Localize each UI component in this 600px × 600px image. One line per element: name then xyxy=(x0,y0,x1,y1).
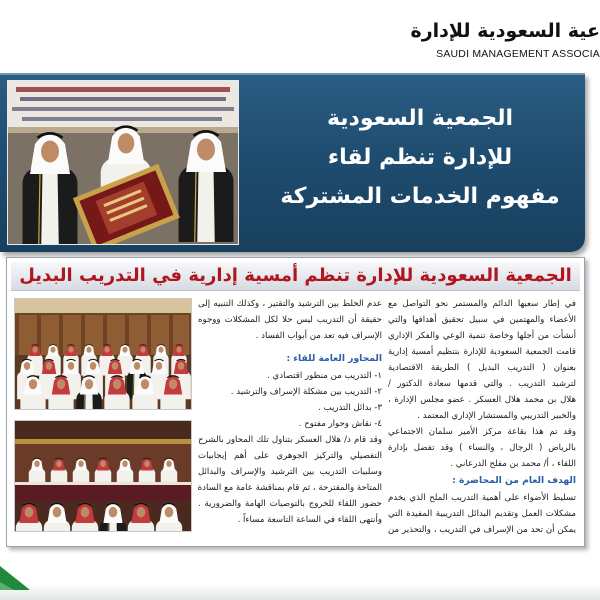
article-text-line: وقد قام د/ هلال العسكر بتناول تلك المحاور بالشرح xyxy=(198,435,382,445)
article-box xyxy=(6,257,585,547)
article-text-line: يمكن أن تحد من الإسراف في التدريب ، والتحذير من xyxy=(388,525,576,535)
green-logo-mark xyxy=(0,560,40,600)
banner-headline-line-2: للإدارة تنظم لقاء xyxy=(327,145,513,170)
event-backdrop-sign xyxy=(8,81,238,133)
article-text-line: هلال بن محمد هلال العسكر . عضو مجلس الإدارة ، xyxy=(388,395,576,405)
article-text-line: في إطار سعيها الدائم والمستمر نحو التواصل مع xyxy=(388,299,576,309)
article-text-line: الأعضاء والمهتمين في سبيل تحقيق أهدافها والتي xyxy=(388,315,576,325)
plaque-presentation-photo xyxy=(8,81,238,244)
article-right-column xyxy=(388,296,576,538)
article-text-line: التفصيلي والتركيز الجوهري على أهم إيجابيات xyxy=(198,451,382,461)
article-text-line: أنشأت من أجلها وخاصة تنمية الوعي والفكر الإداري xyxy=(388,331,576,341)
article-text-line: بعنوان ( التدريب البديل ) الطريقة الاقتصادية xyxy=(388,363,576,373)
article-text-line: مشكلات العمل وتقديم البدائل التدريبية المفيدة التي xyxy=(388,509,576,519)
article-text-line: بالرياض ( الرجال ، والنساء ) وقد تفضل بإدارة xyxy=(388,443,576,453)
article-text-line: ٢- التدريب بين مشكلة الإسراف والترشيد . xyxy=(230,387,382,397)
article-text-line: وقد تم هذا بقاعة مركز الأمير سلمان الاجتماعي xyxy=(388,427,576,437)
article-text-line: لترشيد التدريب . والتي قدمها سعادة الدكتور / xyxy=(388,379,576,389)
article-middle-column xyxy=(198,296,382,528)
audience-image xyxy=(15,299,191,409)
banner-headline-line-1: الجمعية السعودية xyxy=(326,106,514,131)
article-text-line: الإسراف فيه تعد من أبواب الفساد . xyxy=(255,331,382,341)
article-title: الجمعية السعودية للإدارة تنظم أمسية إدارية في التدريب البديل xyxy=(11,262,580,291)
association-name-english: SAUDI MANAGEMENT ASSOCIA xyxy=(436,48,600,60)
article-text-line: ٣- بدائل التدريب . xyxy=(318,403,382,413)
banner-headline-line-3: مفهوم الخدمات المشتركة xyxy=(280,184,560,209)
panel-session-image xyxy=(15,421,191,531)
article-text-line: وسلبيات التدريب بين الترشيد والإسراف والبدائل xyxy=(198,467,382,477)
section-heading: المحاور العامة للقاء : xyxy=(286,353,382,364)
plaque-presentation-image xyxy=(8,81,238,244)
article-text-line: ٤- نقاش وحوار مفتوح . xyxy=(298,419,382,429)
article-text-line: ١- التدريب من منظور اقتصادي . xyxy=(267,371,382,381)
article-text-line: والخبير التدريبي والمستشار الإداري المعتمد . xyxy=(417,411,576,421)
article-text-line: المتاحة والمقترحة ، ثم قام بمناقشة عامة مع السادة xyxy=(198,483,382,493)
panel-table xyxy=(15,482,191,501)
footer-band xyxy=(0,584,600,600)
association-name-arabic: عية السعودية للإدارة xyxy=(410,20,600,42)
audience-photo xyxy=(15,299,191,409)
panel-session-photo xyxy=(15,421,191,531)
section-heading: الهدف العام من المحاضرة : xyxy=(452,475,576,486)
feature-banner xyxy=(0,73,585,252)
banner-headline xyxy=(280,99,560,216)
article-text-line: قامت الجمعية السعودية للإدارة بتنظيم أمسية إدارية xyxy=(388,347,576,357)
article-text-line: حضور اللقاء للخروج بالتوصيات الهامة والضرورية . xyxy=(198,499,382,509)
article-text-line: حقيقة أن التدريب ليس حلا لكل المشكلات ووجوه xyxy=(198,315,382,325)
article-text-line: عدم الخلط بين الترشيد والتقتير ، وكذلك التنبيه إلى xyxy=(198,299,382,309)
article-text-line: تسليط الأضواء على أهمية التدريب الملح الذي يخدم xyxy=(388,493,576,503)
article-text-line: اللقاء ، أ/ محمد بن مفلح الدرعاني . xyxy=(450,459,576,469)
article-text-line: وأنتهى اللقاء في الساعة التاسعة مساءاً . xyxy=(237,515,382,525)
